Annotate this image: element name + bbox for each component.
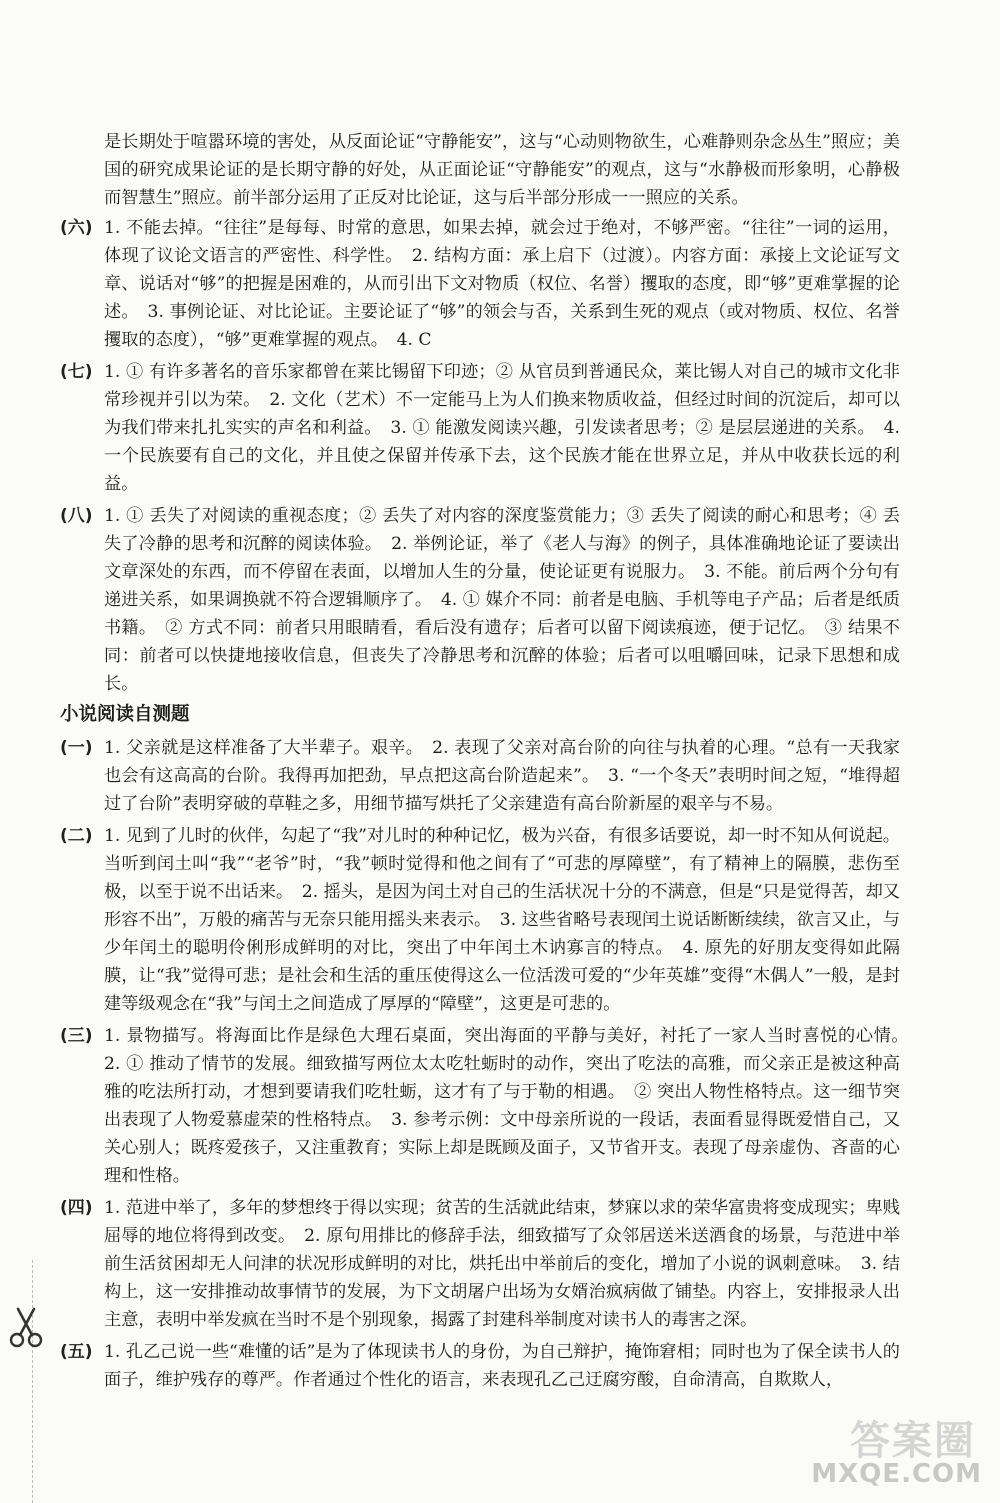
scissors-icon <box>8 1305 44 1349</box>
answer-item-text: 1. 孔乙己说一些“难懂的话”是为了体现读书人的身份，为自己辩护，掩饰窘相；同时也为了保全读书人的面子，维护残存的尊严。作者通过个性化的语言，来表现孔乙己迂腐穷酸，自命清高，自欺欺人， <box>104 1342 900 1390</box>
answer-item <box>60 822 900 1018</box>
answer-item-label: (一) <box>60 738 93 758</box>
answer-item <box>60 1338 900 1394</box>
answer-item-text: 1. 景物描写。将海面比作是绿色大理石桌面，突出海面的平静与美好，衬托了一家人当时喜悦的心情。 2. ① 推动了情节的发展。细致描写两位太太吃牡蛎时的动作，突出了吃法的高雅，而父亲正是被这种高雅的吃法所打动，才想到要请我们吃牡蛎，这才有了与于勒的相遇。 ② 突出人物性格特点。这一细节突出表现了人物爱慕虚荣的性格特点。 3. 参考示例：文中母亲所说的一段话，表面看显得既爱惜自己，又关心别人；既疼爱孩子，又注重教育；实际上却是既顾及面子，又节省开支。表现了母亲虚伪、吝啬的心理和性格。 <box>104 1026 918 1186</box>
answer-item-label: (八) <box>60 506 93 526</box>
answer-group-novel <box>60 734 918 1394</box>
answer-item-label: (五) <box>60 1342 93 1362</box>
answer-item-label: (七) <box>60 362 93 382</box>
document-page <box>60 128 918 1398</box>
answer-item <box>60 358 900 498</box>
answer-item-text: 1. ① 有许多著名的音乐家都曾在莱比锡留下印迹；② 从官员到普通民众，莱比锡人对自己的城市文化非常珍视并引以为荣。 2. 文化（艺术）不一定能马上为人们换来物质收益，但经过时间的沉淀后，却可以为我们带来扎扎实实的声名和利益。 3. ① 能激发阅读兴趣，引发读者思考；② 是层层递进的关系。 4. 一个民族要有自己的文化，并且使之保留并传承下去，这个民族才能在世界立足，并从中收获长远的利益。 <box>104 362 900 494</box>
answer-item <box>60 1022 918 1190</box>
answer-item-text: 1. 不能去掉。“往往”是每每、时常的意思，如果去掉，就会过于绝对，不够严密。“往往”一词的运用，体现了议论文语言的严密性、科学性。 2. 结构方面：承上启下（过渡）。内容方面：承接上文论证写文章、说话对“够”的把握是困难的，从而引出下文对物质（权位、名誉）攫取的态度，即“够”更难掌握的论述。 3. 事例论证、对比论证。主要论证了“够”的领会与否，关系到生死的观点（或对物质、权位、名誉攫取的态度），“够”更难掌握的观点。 4. C <box>104 218 900 350</box>
continuation-paragraph: 是长期处于喧嚣环境的害处，从反面论证“守静能安”，这与“心动则物欲生，心难静则杂念丛生”照应；美国的研究成果论证的是长期守静的好处，从正面论证“守静能安”的观点，这与“水静极而形象明，心静极而智慧生”照应。前半部分运用了正反对比论证，这与后半部分形成一一照应的关系。 <box>104 132 900 208</box>
section-title: 小说阅读自测题 <box>60 704 190 725</box>
watermark <box>792 1409 982 1489</box>
watermark-url: MXQE.COM <box>811 1459 982 1489</box>
cut-line <box>32 1260 33 1503</box>
answer-item-label: (六) <box>60 218 93 238</box>
answer-item-label: (三) <box>60 1026 93 1046</box>
answer-item-text: 1. 见到了儿时的伙伴，勾起了“我”对儿时的种种记忆，极为兴奋，有很多话要说，却一时不知从何说起。当听到闰土叫“我”“老爷”时，“我”顿时觉得和他之间有了“可悲的厚障壁”，有了精神上的隔膜，悲伤至极，以至于说不出话来。 2. 摇头，是因为闰土对自己的生活状况十分的不满意，但是“只是觉得苦，却又形容不出”，万般的痛苦与无奈只能用摇头来表示。 3. 这些省略号表现闰土说话断断续续，欲言又止，与少年闰土的聪明伶俐形成鲜明的对比，突出了中年闰土木讷寡言的特点。 4. 原先的好朋友变得如此隔膜，让“我”觉得可悲；是社会和生活的重压使得这么一位活泼可爱的“少年英雄”变得“木偶人”一般，是封建等级观念在“我”与闰土之间造成了厚厚的“障壁”，这更是可悲的。 <box>104 826 900 1014</box>
answer-item <box>60 502 900 698</box>
answer-item <box>60 1194 900 1334</box>
answer-group-essay <box>60 214 900 698</box>
answer-item-text: 1. ① 丢失了对阅读的重视态度；② 丢失了对内容的深度鉴赏能力；③ 丢失了阅读的耐心和思考；④ 丢失了冷静的思考和沉醉的阅读体验。 2. 举例论证，举了《老人与海》的例子，具体准确地论证了要读出文章深处的东西，而不停留在表面，以增加人生的分量，使论证更有说服力。 3. 不能。前后两个分句有递进关系，如果调换就不符合逻辑顺序了。 4. ① 媒介不同：前者是电脑、手机等电子产品；后者是纸质书籍。 ② 方式不同：前者只用眼睛看，看后没有遗存；后者可以留下阅读痕迹，便于记忆。 ③ 结果不同：前者可以快捷地接收信息，但丧失了冷静思考和沉醉的体验；后者可以咀嚼回味，记录下思想和成长。 <box>104 506 900 694</box>
answer-item-text: 1. 父亲就是这样准备了大半辈子。艰辛。 2. 表现了父亲对高台阶的向往与执着的心理。“总有一天我家也会有这高高的台阶。我得再加把劲，早点把这高台阶造起来”。 3. “一个冬天”表明时间之短，“堆得超过了台阶”表明穿破的草鞋之多，用细节描写烘托了父亲建造有高台阶新屋的艰辛与不易。 <box>104 738 900 814</box>
answer-item-label: (四) <box>60 1198 93 1218</box>
answer-item <box>60 734 900 818</box>
answer-item <box>60 214 900 354</box>
watermark-logo: 答案圈 <box>850 1418 976 1464</box>
answer-item-text: 1. 范进中举了，多年的梦想终于得以实现；贫苦的生活就此结束，梦寐以求的荣华富贵将变成现实；卑贱屈辱的地位将得到改变。 2. 原句用排比的修辞手法，细致描写了众邻居送米送酒食的场景，与范进中举前生活贫困却无人问津的状况形成鲜明的对比，烘托出中举前后的变化，增加了小说的讽刺意味。 3. 结构上，这一安排推动故事情节的发展，为下文胡屠户出场为女婿治疯病做了铺垫。内容上，安排报录人出主意，表明中举发疯在当时不是个别现象，揭露了封建科举制度对读书人的毒害之深。 <box>104 1198 900 1330</box>
answer-item-label: (二) <box>60 826 93 846</box>
